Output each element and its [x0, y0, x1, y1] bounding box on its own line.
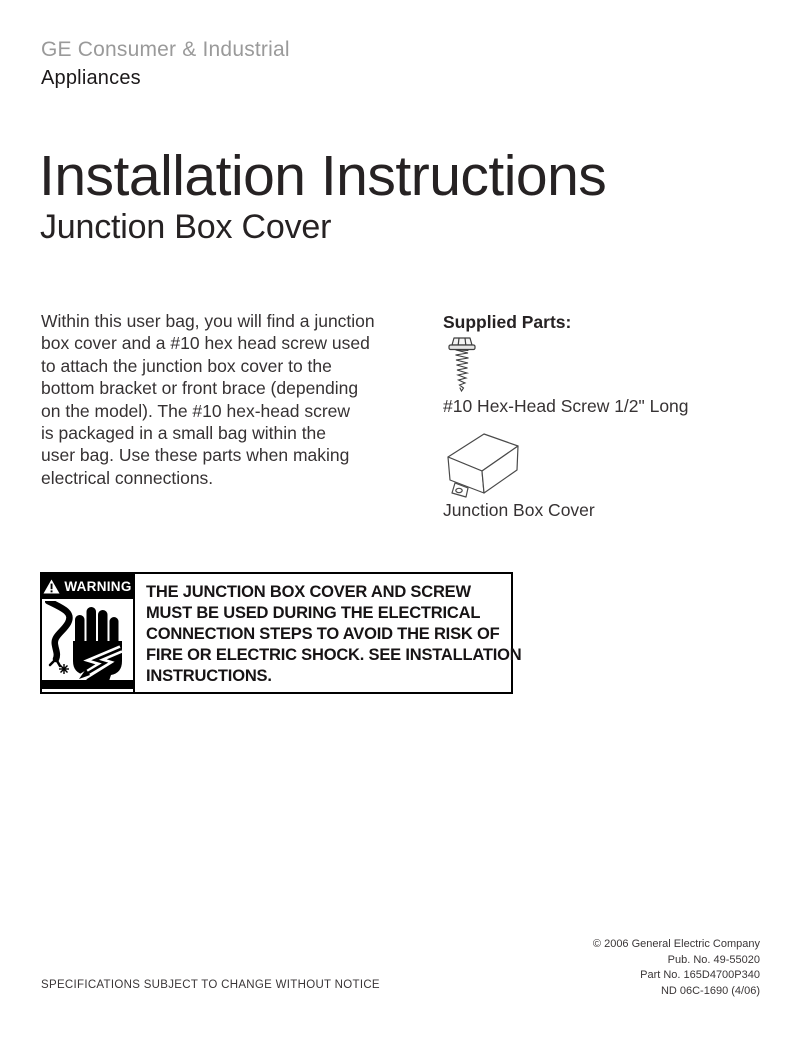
publication-info	[593, 937, 760, 999]
supplied-parts-heading: Supplied Parts:	[443, 312, 572, 332]
intro-line: Within this user bag, you will find a junction	[41, 311, 375, 331]
copyright-line: © 2006 General Electric Company	[592, 938, 760, 950]
intro-line: electrical connections.	[41, 467, 214, 488]
warning-line: CONNECTION STEPS TO AVOID THE RISK OF	[146, 625, 500, 643]
warning-line: MUST BE USED DURING THE ELECTRICAL	[146, 604, 481, 622]
brand-company: GE Consumer & Industrial	[41, 38, 290, 61]
warning-line: FIRE OR ELECTRIC SHOCK. SEE INSTALLATION	[146, 646, 522, 664]
junction-box-cover-icon	[440, 427, 524, 499]
warning-line: THE JUNCTION BOX COVER AND SCREW	[146, 583, 471, 601]
page-title: Installation Instructions	[39, 144, 607, 208]
brand-division: Appliances	[41, 67, 141, 89]
screw-part-label: #10 Hex-Head Screw 1/2" Long	[443, 396, 689, 416]
intro-line: bottom bracket or front brace (depending	[41, 378, 359, 399]
intro-line: user bag. Use these parts when making	[41, 445, 350, 466]
warning-header-label: WARNING	[64, 579, 132, 594]
warning-icon-panel	[42, 574, 135, 692]
intro-line: box cover and a #10 hex head screw used	[41, 333, 370, 354]
warning-triangle-icon	[43, 579, 60, 594]
part-number-line: Part No. 165D4700P340	[640, 969, 760, 981]
electric-shock-hand-icon	[45, 601, 129, 681]
intro-line: on the model). The #10 hex-head screw	[41, 400, 351, 421]
hex-head-screw-icon	[444, 336, 480, 393]
intro-paragraph	[41, 310, 375, 489]
warning-panel-footer-bar	[42, 680, 133, 689]
warning-header	[42, 574, 133, 599]
warning-line: INSTRUCTIONS.	[146, 667, 272, 685]
warning-text	[146, 582, 521, 687]
intro-line: is packaged in a small bag within the	[41, 423, 327, 444]
page-subtitle: Junction Box Cover	[40, 208, 332, 246]
pub-number-line: Pub. No. 49-55020	[667, 953, 760, 966]
brand-header	[41, 38, 290, 90]
specifications-note: SPECIFICATIONS SUBJECT TO CHANGE WITHOUT NOTICE	[41, 979, 380, 991]
doc-code-line: ND 06C-1690 (4/06)	[660, 984, 760, 997]
junction-box-cover-label: Junction Box Cover	[443, 500, 595, 520]
warning-box	[40, 572, 522, 694]
intro-line: to attach the junction box cover to the	[41, 355, 332, 376]
